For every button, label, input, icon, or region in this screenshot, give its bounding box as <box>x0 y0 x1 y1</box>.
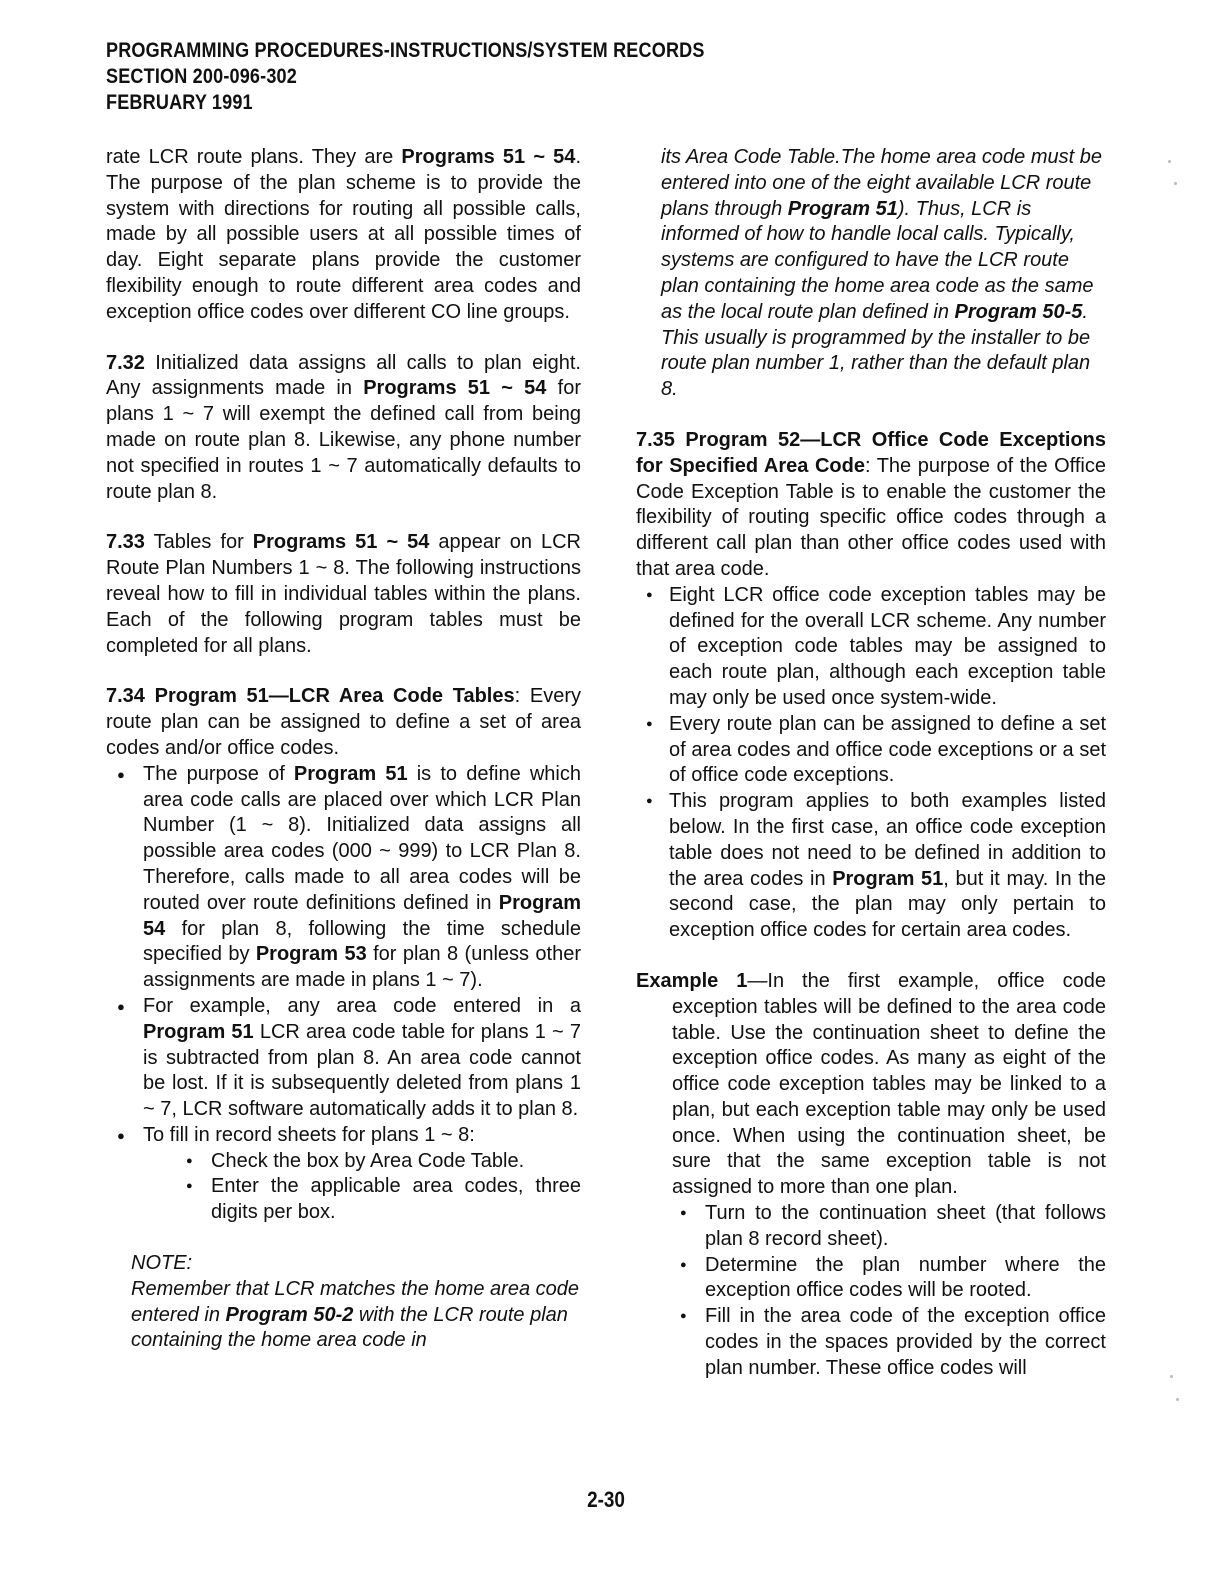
note-text: its Area Code Table.The home area code must be entered into one of the eight available LCR route plans through Program 51). Thus, LCR is informed of how to handle local calls. Typically, systems are configured to have the LCR route plan containing the home area code as the same as the local route plan defined in Program 50-5. This usually is programmed by the installer to be route plan number 1, rather than the default plan 8. <box>661 146 1102 401</box>
record-sheet-steps <box>178 1149 581 1226</box>
paragraph-7-32: 7.32 Initialized data assigns all calls to plan eight. Any assignments made in Programs 51 ~ 54 for plans 1 ~ 7 will exempt the defined call from being made on route plan 8. Likewise, any phone number not specified in routes 1 ~ 7 automatically defaults to route plan 8. <box>106 351 581 503</box>
document-header <box>106 38 705 116</box>
list-item: ● For example, any area code entered in a Program 51 LCR area code table for plans 1 ~ 7 is subtracted from plan 8. An area code cannot be lost. If it is subsequently deleted from plans 1 ~ 7, LCR software automatically adds it to plan 8. <box>106 994 581 1123</box>
header-title: PROGRAMMING PROCEDURES-INSTRUCTIONS/SYSTEM RECORDS <box>106 39 705 62</box>
header-date: FEBRUARY 1991 <box>106 91 253 114</box>
scan-speck <box>1170 1375 1173 1378</box>
section-heading-7-35: 7.35 Program 52—LCR Office Code Exceptions for Specified Area Code <box>636 428 1106 477</box>
note-text: Remember that LCR matches the home area code entered in Program 50-2 with the LCR route plan containing the home area code in <box>131 1277 579 1352</box>
scan-speck <box>1174 182 1177 185</box>
right-column <box>636 145 1106 1382</box>
program-52-bullets <box>636 583 1106 944</box>
program-51-bullets <box>106 762 581 1226</box>
header-section: SECTION 200-096-302 <box>106 65 297 88</box>
scan-speck <box>1168 160 1171 163</box>
section-heading-7-34: 7.34 Program 51—LCR Area Code Tables <box>106 685 515 708</box>
example-1-text: Example 1—In the first example, office code exception tables will be defined to the area code table. Use the continuation sheet to define the exception office codes. As many as eight of the office code exception tables may be linked to a plan, but each exception table may only be used once. When using the continuation sheet, be sure that the same exception table is not assigned to more than one plan. <box>636 969 1106 1199</box>
list-item: ● Determine the plan number where the exception office codes will be rooted. <box>672 1253 1106 1305</box>
list-item: ● Enter the applicable area codes, three digits per box. <box>178 1174 581 1226</box>
left-column <box>106 145 581 1354</box>
scan-speck <box>1176 1398 1179 1401</box>
paragraph-7-34: 7.34 Program 51—LCR Area Code Tables: Every route plan can be assigned to define a set of area codes and/or office codes. <box>106 685 581 759</box>
list-item: ● To fill in record sheets for plans 1 ~ 8: ● Check the box by Area Code Table. ● Enter the applicable area codes, three digits per box. <box>106 1123 581 1226</box>
list-item: ● Fill in the area code of the exception office codes in the spaces provided by the correct plan number. These office codes will <box>672 1304 1106 1381</box>
list-item: ● Every route plan can be assigned to define a set of area codes and office code exceptions or a set of office code exceptions. <box>636 712 1106 789</box>
example-1-label: Example 1 <box>636 969 748 992</box>
list-item: ● The purpose of Program 51 is to define which area code calls are placed over which LCR Plan Number (1 ~ 8). Initialized data assigns all possible area codes (000 ~ 999) to LCR Plan 8. Therefore, calls made to all area codes will be routed over route definitions defined in Program 54 for plan 8, following the time schedule specified by Program 53 for plan 8 (unless other assignments are made in plans 1 ~ 7). <box>106 762 581 994</box>
note-block <box>131 1251 581 1354</box>
paragraph-7-35: 7.35 Program 52—LCR Office Code Exceptions for Specified Area Code: The purpose of the Office Code Exception Table is to enable the customer the flexibility of routing specific office codes through a different call plan than other office codes used with that area code. <box>636 428 1106 580</box>
page-number: 2-30 <box>587 1487 626 1512</box>
paragraph-7-33: 7.33 Tables for Programs 51 ~ 54 appear on LCR Route Plan Numbers 1 ~ 8. The following instructions reveal how to fill in individual tables within the plans. Each of the following program tables must be completed for all plans. <box>106 531 581 657</box>
note-continuation <box>661 145 1106 403</box>
example-1 <box>636 969 1106 1382</box>
list-item: ● This program applies to both examples listed below. In the first case, an office code exception table does not need to be defined in addition to the area codes in Program 51, but it may. In the second case, the plan may only pertain to exception office codes for certain area codes. <box>636 789 1106 944</box>
note-label: NOTE: <box>131 1252 193 1275</box>
list-item: ● Check the box by Area Code Table. <box>178 1149 581 1175</box>
list-item: ● Eight LCR office code exception tables may be defined for the overall LCR scheme. Any number of exception code tables may be assigned to each route plan, although each exception table may only be used once system-wide. <box>636 583 1106 712</box>
list-item: ● Turn to the continuation sheet (that follows plan 8 record sheet). <box>672 1201 1106 1253</box>
example-1-steps <box>672 1201 1106 1382</box>
intro-paragraph: rate LCR route plans. They are Programs 51 ~ 54. The purpose of the plan scheme is to provide the system with directions for routing all possible calls, made by all possible users at all possible times of day. Eight separate plans provide the customer flexibility enough to route different area codes and exception office codes over different CO line groups. <box>106 146 581 323</box>
